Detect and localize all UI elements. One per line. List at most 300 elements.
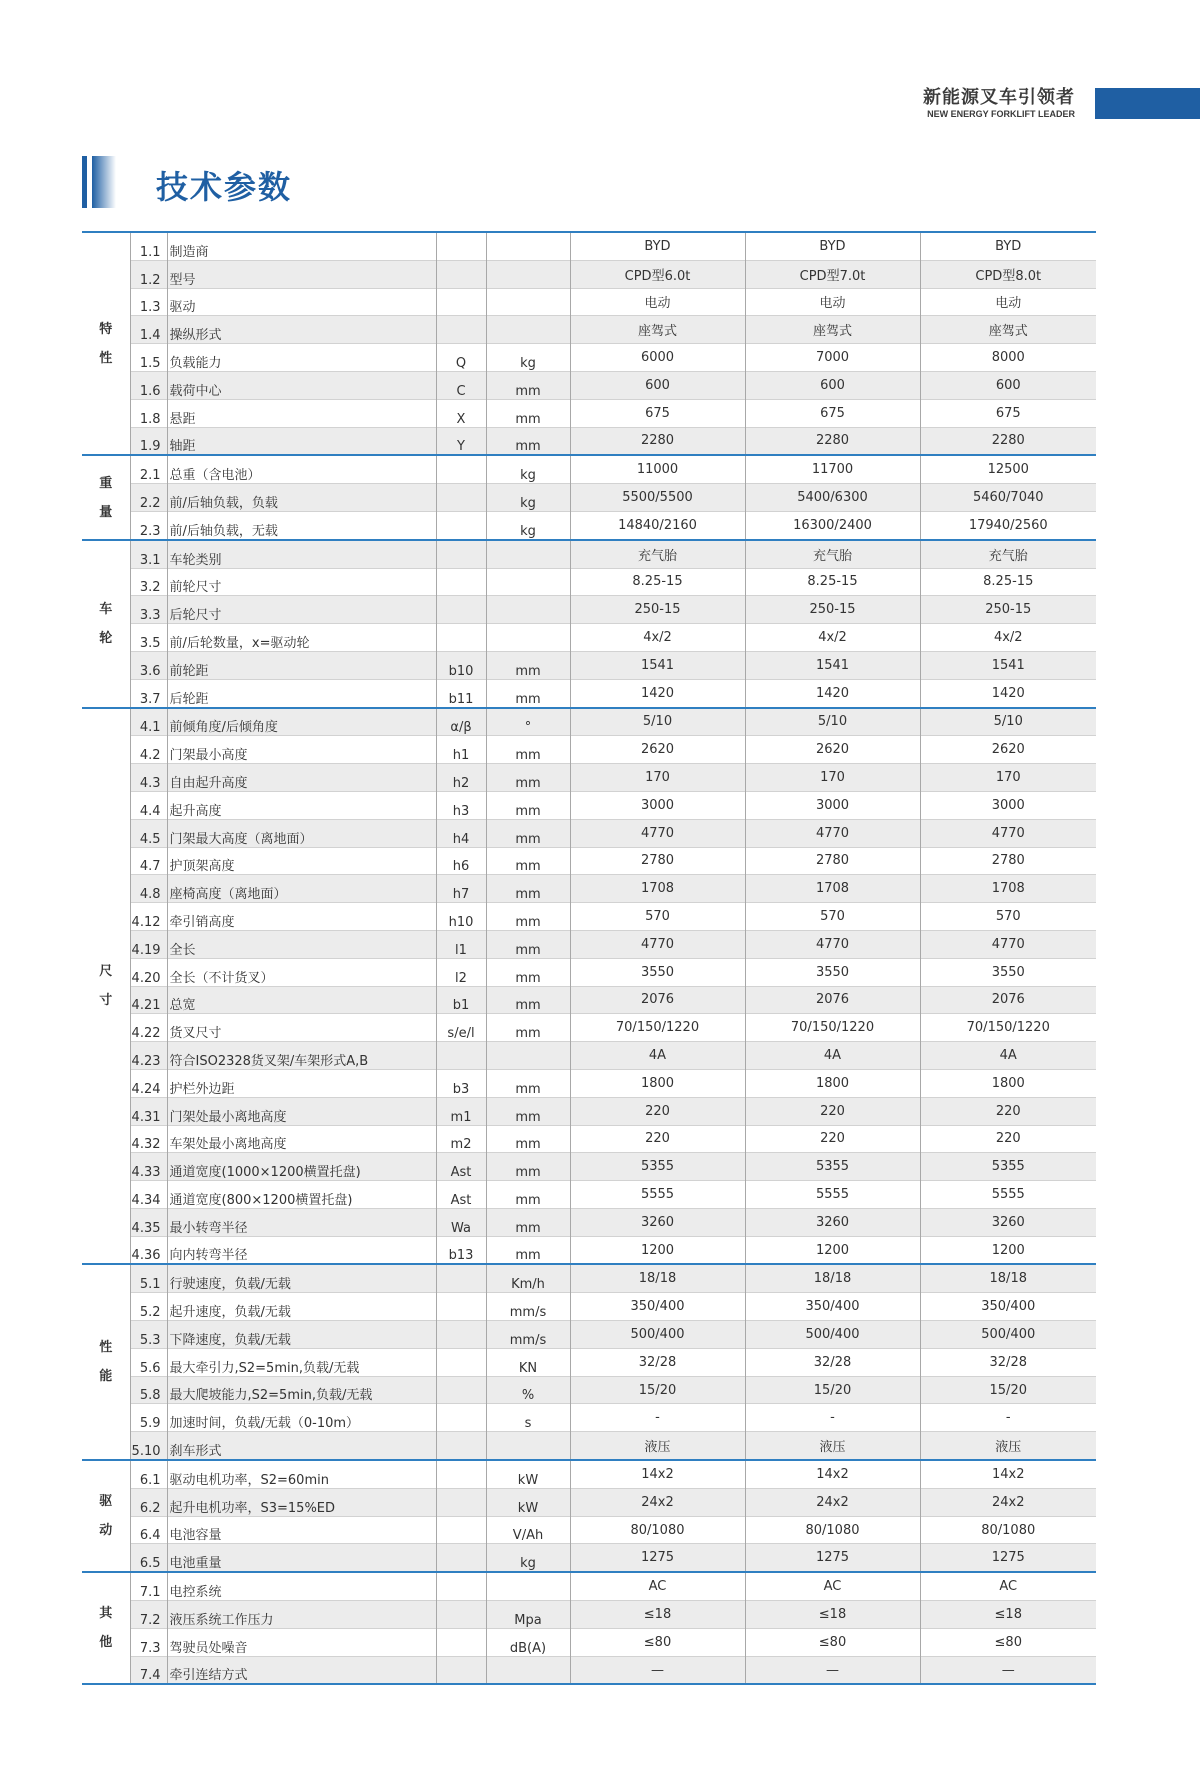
row-value-7t: 170 [745, 764, 920, 792]
group-label: 特性 [82, 232, 130, 455]
table-row [82, 511, 1096, 539]
row-name: 起升速度，负载/无载 [167, 1293, 436, 1321]
row-unit: mm [486, 679, 570, 707]
row-name: 向内转弯半径 [167, 1236, 436, 1264]
table-row [82, 903, 1096, 931]
row-symbol: l2 [436, 958, 486, 986]
row-value-6t: 电动 [570, 288, 745, 316]
row-name: 前/后轴负载，负载 [167, 484, 436, 512]
row-value-6t: 1200 [570, 1236, 745, 1264]
table-row [82, 819, 1096, 847]
row-value-6t: 170 [570, 764, 745, 792]
row-value-8t: 80/1080 [981, 1522, 1036, 1538]
row-unit: mm [486, 875, 570, 903]
row-value-6t: 3000 [570, 791, 745, 819]
row-unit: Mpa [486, 1601, 570, 1629]
row-unit: mm/s [486, 1321, 570, 1349]
table-row [82, 1125, 1096, 1153]
table-row [82, 764, 1096, 792]
row-name: 全长（不计货叉） [167, 958, 436, 986]
row-unit: mm [486, 371, 570, 399]
row-name: 后轮距 [167, 679, 436, 707]
row-name: 自由起升高度 [167, 764, 436, 792]
table-row [82, 1628, 1096, 1656]
row-value-8t: 500/400 [920, 1321, 1096, 1349]
table-row [82, 1097, 1096, 1125]
row-number: 4.22 [130, 1014, 167, 1042]
row-number: 4.34 [130, 1181, 167, 1209]
row-name: 门架最小高度 [167, 736, 436, 764]
row-value-7t: 7000 [745, 344, 920, 372]
row-value-7t: ≤18 [745, 1601, 920, 1629]
row-value-6t: ≤18 [570, 1601, 745, 1629]
row-name: 电池容量 [167, 1516, 436, 1544]
row-name: 型号 [167, 260, 436, 288]
row-value-7t: 14x2 [745, 1460, 920, 1488]
row-name: 驱动 [167, 288, 436, 316]
row-value-7t: 座驾式 [745, 316, 920, 344]
row-value-8t: 220 [995, 1131, 1021, 1147]
table-row [82, 484, 1096, 512]
row-number: 3.3 [130, 596, 167, 624]
row-unit: mm [486, 930, 570, 958]
row-value-7t: 4770 [745, 819, 920, 847]
row-unit [486, 1042, 570, 1070]
table-row [82, 399, 1096, 427]
group-label: 性能 [82, 1264, 130, 1460]
row-value-6t: 充气胎 [570, 540, 745, 568]
title-bar-icon [82, 156, 116, 208]
row-value-7t: 1541 [745, 651, 920, 679]
row-name: 货叉尺寸 [167, 1014, 436, 1042]
row-value-8t: 2076 [920, 986, 1096, 1014]
row-value-8t: 8.25-15 [983, 574, 1034, 590]
row-value-7t: 24x2 [745, 1488, 920, 1516]
row-number: 1.5 [130, 344, 167, 372]
row-value-6t: 2076 [570, 986, 745, 1014]
table-row [82, 1321, 1096, 1349]
row-value-8t: 1541 [920, 651, 1096, 679]
row-symbol [436, 484, 486, 512]
row-value-8t: 14x2 [991, 1466, 1025, 1482]
row-symbol [436, 1348, 486, 1376]
row-unit: KN [486, 1348, 570, 1376]
row-value-6t: 80/1080 [570, 1516, 745, 1544]
row-value-7t: BYD [745, 232, 920, 260]
table-row [82, 316, 1096, 344]
row-name: 液压系统工作压力 [167, 1601, 436, 1629]
row-value-8t: 24x2 [920, 1488, 1096, 1516]
row-value-8t: 250-15 [920, 596, 1096, 624]
group-label: 其他 [82, 1572, 130, 1684]
brand-slogan: 新能源叉车引领者 [923, 87, 1075, 108]
row-name: 前倾角度/后倾角度 [167, 708, 436, 736]
row-value-8t: 充气胎 [920, 540, 1096, 568]
row-value-8t: 15/20 [920, 1376, 1096, 1404]
row-value-7t: 4A [745, 1042, 920, 1070]
row-number: 5.6 [130, 1348, 167, 1376]
row-value-7t: 8.25-15 [745, 568, 920, 596]
table-row [82, 596, 1096, 624]
brand-block [923, 88, 1075, 120]
row-number: 4.20 [130, 958, 167, 986]
table-row [82, 1601, 1096, 1629]
row-unit [486, 1656, 570, 1684]
table-row [82, 958, 1096, 986]
row-unit: Km/h [486, 1264, 570, 1292]
row-number: 1.4 [130, 316, 167, 344]
row-value-8t: 8000 [991, 350, 1025, 366]
row-symbol: Q [436, 344, 486, 372]
row-name: 符合ISO2328货叉架/车架形式A,B [167, 1042, 436, 1070]
row-unit: mm [486, 427, 570, 455]
brand-slogan-en: NEW ENERGY FORKLIFT LEADER [927, 109, 1075, 119]
table-row [82, 1376, 1096, 1404]
row-value-6t: 1275 [570, 1544, 745, 1572]
row-value-6t: 18/18 [570, 1264, 745, 1292]
row-value-7t: 675 [745, 399, 920, 427]
row-value-7t: 350/400 [745, 1293, 920, 1321]
row-value-8t: 220 [920, 1097, 1096, 1125]
row-value-8t: 4x/2 [993, 630, 1023, 646]
row-value-7t: 3550 [745, 958, 920, 986]
row-value-7t: 15/20 [745, 1376, 920, 1404]
row-number: 4.8 [130, 875, 167, 903]
row-unit: ° [486, 708, 570, 736]
row-number: 4.19 [130, 930, 167, 958]
row-name: 起升电机功率，S3=15%ED [167, 1488, 436, 1516]
row-unit [486, 316, 570, 344]
row-name: 门架处最小离地高度 [167, 1097, 436, 1125]
row-number: 6.4 [130, 1516, 167, 1544]
row-name: 刹车形式 [167, 1432, 436, 1460]
row-value-6t: 5555 [570, 1181, 745, 1209]
row-value-7t: 4770 [745, 930, 920, 958]
row-value-8t: 1420 [991, 685, 1025, 701]
row-value-8t: 5/10 [920, 708, 1096, 736]
row-name: 最大牵引力,S2=5min,负载/无载 [167, 1348, 436, 1376]
row-number: 3.2 [130, 568, 167, 596]
row-name: 电控系统 [167, 1572, 436, 1600]
row-value-6t: ≤80 [570, 1628, 745, 1656]
row-number: 5.8 [130, 1376, 167, 1404]
row-value-7t: AC [745, 1572, 920, 1600]
table-row [82, 455, 1096, 483]
row-name: 悬距 [167, 399, 436, 427]
row-name: 电池重量 [167, 1544, 436, 1572]
row-unit: mm [486, 736, 570, 764]
row-unit [486, 260, 570, 288]
row-value-6t: - [570, 1404, 745, 1432]
row-value-6t: — [570, 1656, 745, 1684]
row-value-8t: 1708 [920, 875, 1096, 903]
row-value-6t: 8.25-15 [570, 568, 745, 596]
row-value-6t: 1420 [570, 679, 745, 707]
row-number: 4.23 [130, 1042, 167, 1070]
row-number: 4.33 [130, 1153, 167, 1181]
spec-table [82, 231, 1096, 1685]
row-number: 7.4 [130, 1656, 167, 1684]
row-value-7t: 2620 [745, 736, 920, 764]
row-symbol [436, 568, 486, 596]
row-name: 通道宽度(1000×1200横置托盘) [167, 1153, 436, 1181]
table-row [82, 1404, 1096, 1432]
row-number: 4.1 [130, 708, 167, 736]
row-unit: kg [486, 344, 570, 372]
row-value-8t: CPD型8.0t [920, 260, 1096, 288]
row-name: 车轮类别 [167, 540, 436, 568]
row-name: 护顶架高度 [167, 847, 436, 875]
row-number: 2.3 [130, 511, 167, 539]
row-value-6t: 座驾式 [570, 316, 745, 344]
row-symbol [436, 540, 486, 568]
row-value-6t: 675 [570, 399, 745, 427]
row-name: 载荷中心 [167, 371, 436, 399]
row-unit: mm [486, 903, 570, 931]
row-number: 4.31 [130, 1097, 167, 1125]
row-value-8t: 170 [920, 764, 1096, 792]
row-number: 1.8 [130, 399, 167, 427]
row-symbol [436, 1544, 486, 1572]
row-unit [486, 568, 570, 596]
row-value-7t: 2280 [745, 427, 920, 455]
row-value-8t: 600 [920, 371, 1096, 399]
row-unit [486, 540, 570, 568]
row-name: 驾驶员处噪音 [167, 1628, 436, 1656]
row-name: 负载能力 [167, 344, 436, 372]
table-row [82, 1236, 1096, 1264]
row-value-7t: 570 [745, 903, 920, 931]
row-name: 制造商 [167, 232, 436, 260]
row-symbol [436, 1601, 486, 1629]
row-name: 加速时间，负载/无载（0-10m） [167, 1404, 436, 1432]
row-symbol [436, 316, 486, 344]
row-unit: mm [486, 1125, 570, 1153]
row-name: 牵引连结方式 [167, 1656, 436, 1684]
row-value-8t: 4A [920, 1042, 1096, 1070]
row-value-7t: — [745, 1656, 920, 1684]
row-value-8t: 350/400 [981, 1299, 1036, 1315]
row-symbol: Ast [436, 1153, 486, 1181]
row-value-6t: 15/20 [570, 1376, 745, 1404]
row-number: 7.2 [130, 1601, 167, 1629]
row-value-6t: 液压 [570, 1432, 745, 1460]
group-label: 尺寸 [82, 708, 130, 1265]
row-value-8t: 1200 [991, 1242, 1025, 1258]
brand-color-bar [1095, 88, 1200, 119]
row-value-6t: CPD型6.0t [570, 260, 745, 288]
row-value-8t: 1800 [991, 1075, 1025, 1091]
row-symbol: h1 [436, 736, 486, 764]
row-name: 座椅高度（离地面） [167, 875, 436, 903]
row-unit: % [486, 1376, 570, 1404]
row-unit: mm [486, 1069, 570, 1097]
row-symbol [436, 1516, 486, 1544]
row-value-6t: 2620 [570, 736, 745, 764]
table-row [82, 791, 1096, 819]
row-symbol [436, 288, 486, 316]
table-row [82, 1516, 1096, 1544]
row-value-6t: 2280 [570, 427, 745, 455]
row-value-7t: - [745, 1404, 920, 1432]
table-row [82, 288, 1096, 316]
row-unit [486, 1432, 570, 1460]
row-number: 5.10 [130, 1432, 167, 1460]
row-value-6t: 600 [570, 371, 745, 399]
row-value-8t: ≤18 [920, 1601, 1096, 1629]
row-value-7t: 16300/2400 [745, 511, 920, 539]
table-row [82, 1460, 1096, 1488]
row-value-8t: 570 [995, 909, 1021, 925]
row-value-8t: 17940/2560 [968, 517, 1048, 533]
row-value-8t: 液压 [920, 1432, 1096, 1460]
row-value-8t: 18/18 [920, 1264, 1096, 1292]
row-symbol [436, 624, 486, 652]
table-row [82, 1208, 1096, 1236]
row-name: 下降速度，负载/无载 [167, 1321, 436, 1349]
row-name: 总宽 [167, 986, 436, 1014]
row-value-7t: 3000 [745, 791, 920, 819]
row-name: 前轮距 [167, 651, 436, 679]
row-value-6t: 70/150/1220 [570, 1014, 745, 1042]
row-number: 3.5 [130, 624, 167, 652]
row-symbol [436, 1376, 486, 1404]
row-value-8t: - [1005, 1410, 1011, 1426]
table-row [82, 1014, 1096, 1042]
row-symbol [436, 260, 486, 288]
row-symbol: l1 [436, 930, 486, 958]
row-number: 5.2 [130, 1293, 167, 1321]
row-value-8t: — [920, 1656, 1096, 1684]
row-symbol: h2 [436, 764, 486, 792]
row-symbol: s/e/l [436, 1014, 486, 1042]
group-label: 驱动 [82, 1460, 130, 1572]
row-value-8t: 2780 [991, 853, 1025, 869]
row-value-7t: 32/28 [745, 1348, 920, 1376]
row-value-6t: 1541 [570, 651, 745, 679]
row-unit: kW [486, 1460, 570, 1488]
row-value-7t: 11700 [745, 455, 920, 483]
row-value-8t: 70/150/1220 [966, 1020, 1050, 1036]
row-value-6t: 3550 [570, 958, 745, 986]
row-value-7t: 3260 [745, 1208, 920, 1236]
row-unit: mm/s [486, 1293, 570, 1321]
table-row [82, 1293, 1096, 1321]
row-number: 4.5 [130, 819, 167, 847]
row-symbol: h7 [436, 875, 486, 903]
row-value-8t: 3550 [991, 964, 1025, 980]
row-value-8t: 5355 [920, 1153, 1096, 1181]
table-row [82, 1153, 1096, 1181]
row-symbol [436, 1042, 486, 1070]
row-value-7t: 18/18 [745, 1264, 920, 1292]
row-value-7t: 70/150/1220 [745, 1014, 920, 1042]
row-value-8t: 3000 [991, 797, 1025, 813]
row-name: 护栏外边距 [167, 1069, 436, 1097]
row-unit [486, 288, 570, 316]
row-value-6t: AC [570, 1572, 745, 1600]
row-symbol: Y [436, 427, 486, 455]
row-value-8t: 675 [995, 405, 1021, 421]
table-row [82, 708, 1096, 736]
row-value-7t: 2780 [745, 847, 920, 875]
row-value-6t: 6000 [570, 344, 745, 372]
row-value-6t: 4770 [570, 930, 745, 958]
row-unit: mm [486, 1153, 570, 1181]
row-value-6t: 24x2 [570, 1488, 745, 1516]
row-value-6t: 4x/2 [570, 624, 745, 652]
row-symbol [436, 511, 486, 539]
row-symbol: b10 [436, 651, 486, 679]
table-row [82, 1572, 1096, 1600]
table-row [82, 1544, 1096, 1572]
row-number: 1.3 [130, 288, 167, 316]
row-unit: mm [486, 819, 570, 847]
row-unit: mm [486, 764, 570, 792]
row-unit [486, 624, 570, 652]
row-number: 4.24 [130, 1069, 167, 1097]
row-number: 6.1 [130, 1460, 167, 1488]
row-symbol [436, 1264, 486, 1292]
page-title: 技术参数 [156, 168, 293, 206]
row-unit: mm [486, 399, 570, 427]
table-row [82, 568, 1096, 596]
row-name: 行驶速度，负载/无载 [167, 1264, 436, 1292]
row-value-7t: ≤80 [745, 1628, 920, 1656]
row-value-7t: 1200 [745, 1236, 920, 1264]
row-symbol: C [436, 371, 486, 399]
table-row [82, 1348, 1096, 1376]
row-symbol: b11 [436, 679, 486, 707]
row-number: 4.3 [130, 764, 167, 792]
row-symbol: h3 [436, 791, 486, 819]
row-value-7t: 80/1080 [745, 1516, 920, 1544]
row-number: 7.1 [130, 1572, 167, 1600]
row-symbol: b1 [436, 986, 486, 1014]
row-value-6t: 2780 [570, 847, 745, 875]
row-name: 通道宽度(800×1200横置托盘) [167, 1181, 436, 1209]
row-value-6t: 500/400 [570, 1321, 745, 1349]
row-value-6t: 5/10 [570, 708, 745, 736]
row-unit: mm [486, 1014, 570, 1042]
table-row [82, 1042, 1096, 1070]
row-name: 最大爬坡能力,S2=5min,负载/无载 [167, 1376, 436, 1404]
row-value-7t: 电动 [745, 288, 920, 316]
table-row [82, 1264, 1096, 1292]
row-value-7t: 充气胎 [745, 540, 920, 568]
row-symbol: b3 [436, 1069, 486, 1097]
row-name: 前/后轴负载，无载 [167, 511, 436, 539]
row-value-8t: 4770 [920, 819, 1096, 847]
row-value-7t: 5400/6300 [745, 484, 920, 512]
row-value-7t: 2076 [745, 986, 920, 1014]
row-unit: mm [486, 791, 570, 819]
row-value-8t: 5460/7040 [920, 484, 1096, 512]
row-number: 4.36 [130, 1236, 167, 1264]
row-value-7t: 1708 [745, 875, 920, 903]
row-name: 牵引销高度 [167, 903, 436, 931]
table-row [82, 260, 1096, 288]
table-row [82, 1432, 1096, 1460]
table-row [82, 651, 1096, 679]
row-value-7t: 600 [745, 371, 920, 399]
row-symbol [436, 1293, 486, 1321]
row-symbol: m1 [436, 1097, 486, 1125]
row-number: 6.2 [130, 1488, 167, 1516]
row-value-6t: 4A [570, 1042, 745, 1070]
row-value-7t: 250-15 [745, 596, 920, 624]
table-row [82, 624, 1096, 652]
